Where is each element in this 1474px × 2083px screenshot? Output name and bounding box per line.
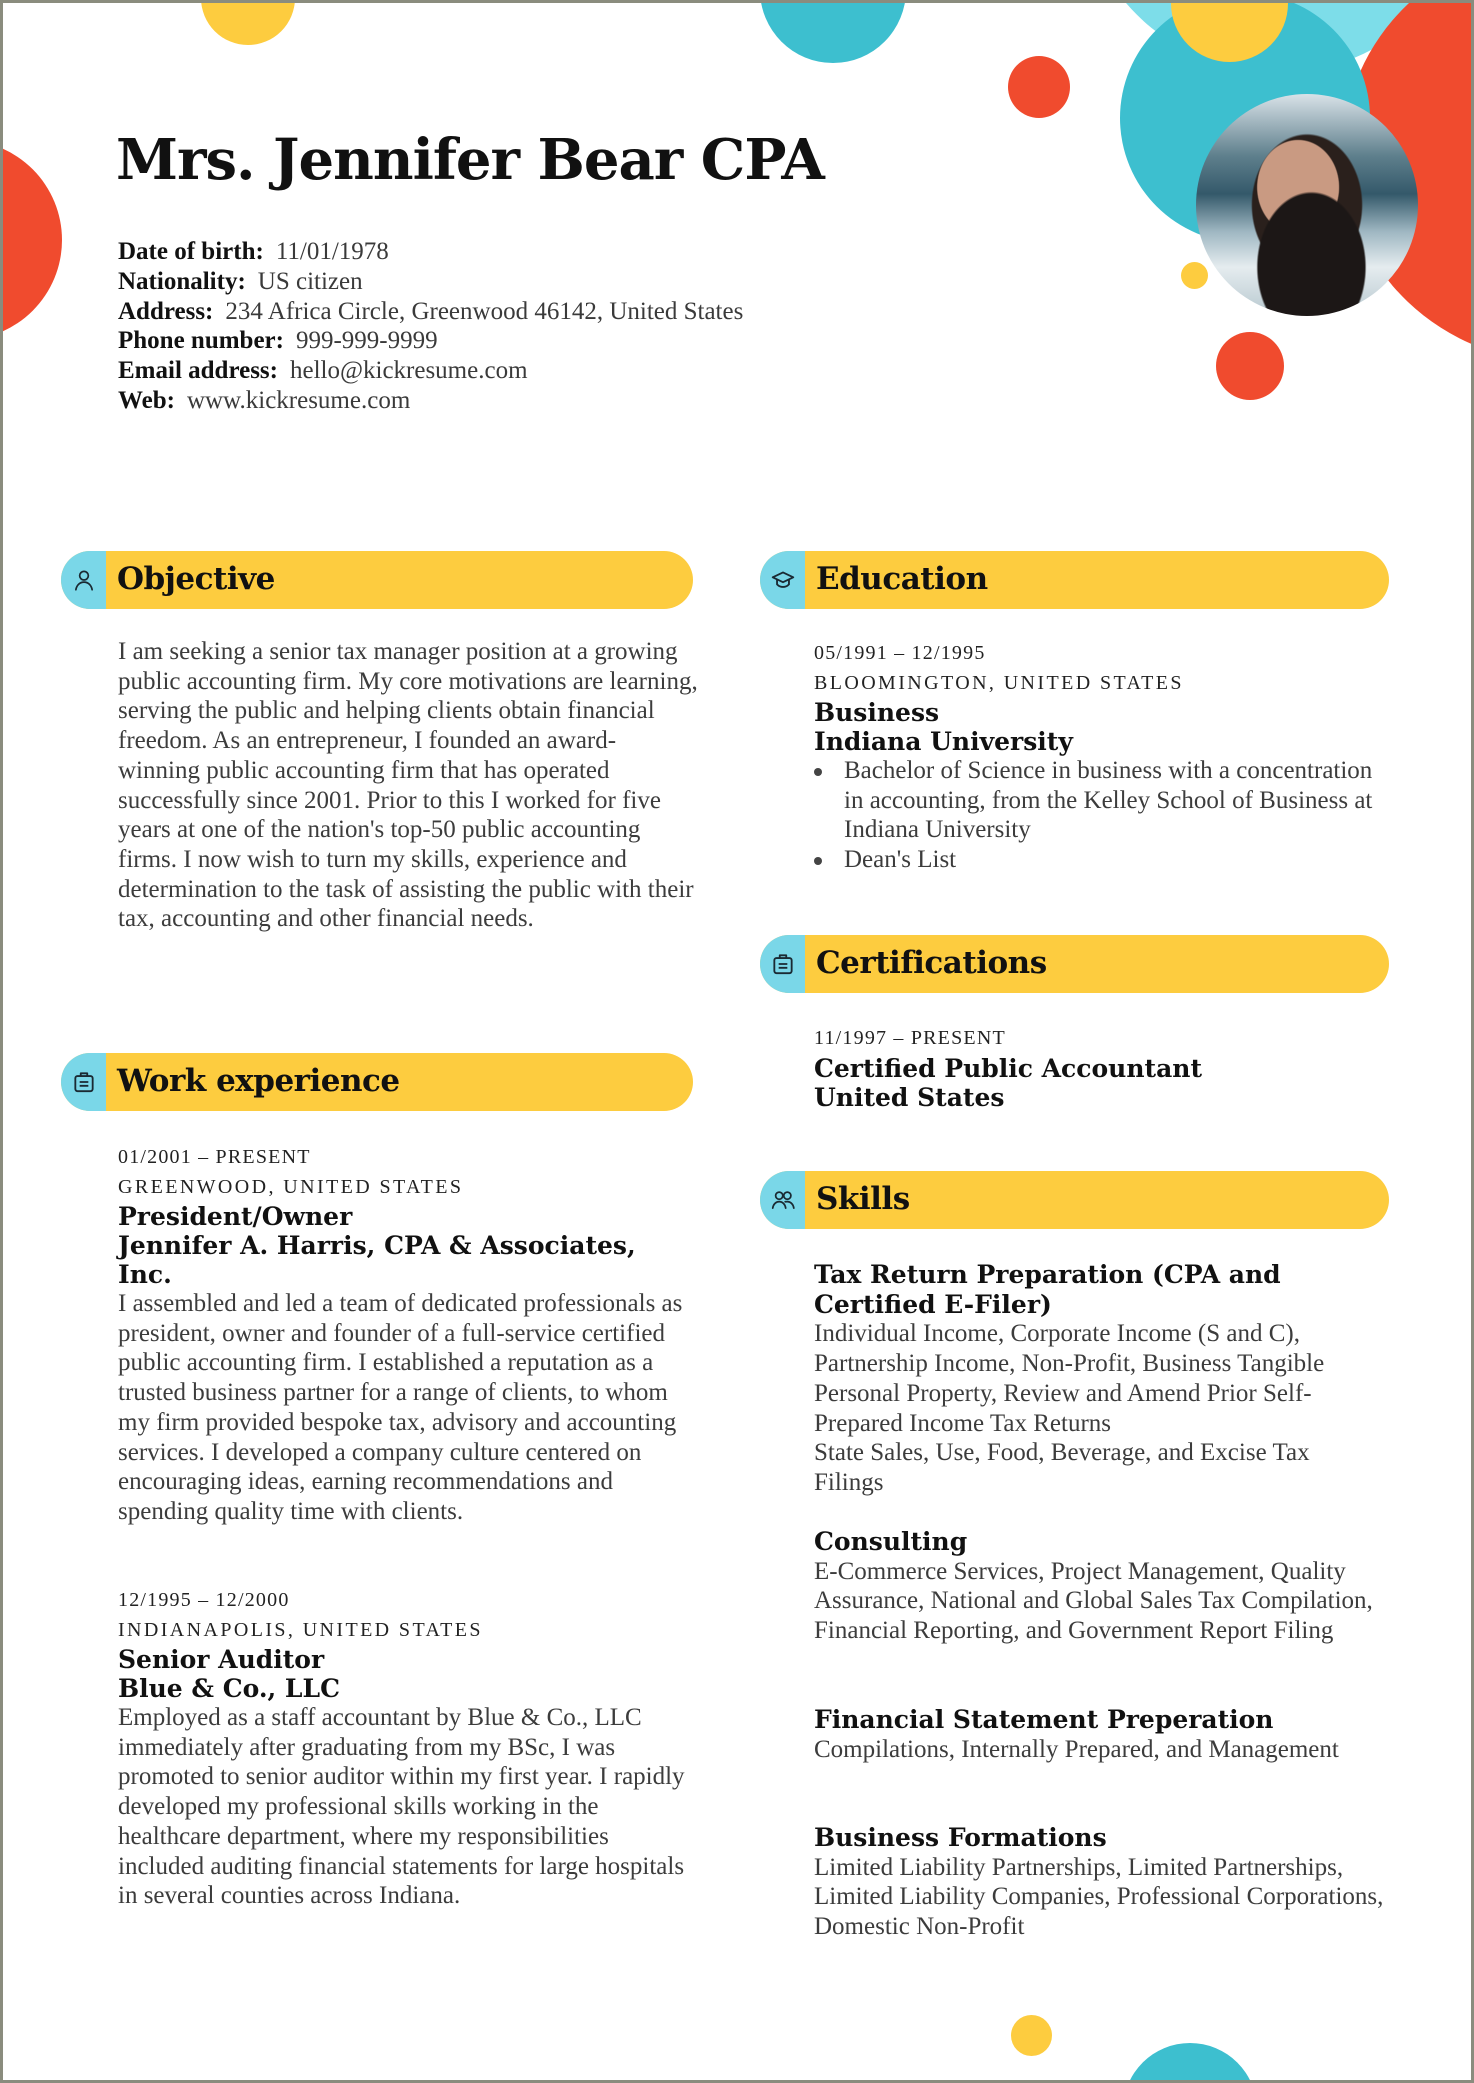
briefcase-icon	[770, 951, 796, 977]
graduation-cap-icon	[770, 567, 796, 593]
skill-title: Tax Return Preparation (CPA and Certified E-Filer)	[814, 1260, 1281, 1319]
work-dates: 01/2001 – PRESENT	[118, 1146, 311, 1168]
section-title: Skills	[816, 1181, 910, 1217]
work-org: Blue & Co., LLC	[118, 1674, 340, 1703]
certification-dates: 11/1997 – PRESENT	[814, 1027, 1006, 1049]
certification-item	[814, 1024, 1384, 1112]
decor-circle-red-below-photo	[1216, 332, 1284, 400]
skill-description: Compilations, Internally Prepared, and Management	[814, 1735, 1339, 1763]
skill-description: Individual Income, Corporate Income (S and C), Partnership Income, Non-Profit, Business Tangible Personal Property, Review and Amend Prior Self-Prepared Income Tax Returns	[814, 1320, 1325, 1437]
work-item	[118, 1586, 698, 1911]
section-header-objective	[61, 551, 693, 609]
contact-label: Email address:	[118, 357, 278, 385]
contact-row-nationality	[118, 267, 743, 297]
email-link[interactable]: hello@kickresume.com	[289, 357, 528, 385]
section-icon-cap	[760, 935, 805, 993]
contact-label: Address:	[118, 297, 214, 325]
skill-title: Business Formations	[814, 1823, 1107, 1852]
certification-issuer: United States	[814, 1082, 1005, 1112]
skill-description: Limited Liability Partnerships, Limited Partnerships, Limited Liability Companies, Professional Corporations, Domestic Non-Profit	[814, 1853, 1384, 1941]
skill-item	[814, 1260, 1384, 1498]
work-description: Employed as a staff accountant by Blue & Co., LLC immediately after graduating from my BSc, I was promoted to senior auditor within my first year. I rapidly developed my professional skills working in the healthcare department, where my responsibilities included auditing financial statements for large hospitals in several counties across Indiana.	[118, 1704, 685, 1910]
section-header-work-experience	[61, 1053, 693, 1111]
profile-photo	[1196, 94, 1418, 316]
decor-circle-red-small-top	[1008, 56, 1070, 118]
skill-title: Financial Statement Preperation	[814, 1705, 1274, 1734]
decor-circle-teal-bottom	[1123, 2043, 1257, 2083]
education-location: BLOOMINGTON, UNITED STATES	[814, 671, 1184, 694]
contact-details	[118, 237, 743, 416]
section-icon-cap	[61, 1053, 106, 1111]
people-icon	[770, 1187, 796, 1213]
work-org: Jennifer A. Harris, CPA & Associates, Inc.	[118, 1231, 636, 1289]
decor-circle-teal-top	[760, 0, 906, 63]
work-description: I assembled and led a team of dedicated professionals as president, owner and founder of a full-service certified public accounting firm. I established a reputation as a trusted business partner for a range of clients, to whom my firm provided bespoke tax, advisory and accounting services. I developed a company culture centered on encouraging ideas, earning recommendations and spending quality time with clients.	[118, 1290, 683, 1525]
skill-item	[814, 1705, 1384, 1764]
section-icon-cap	[760, 1171, 805, 1229]
contact-row-email	[118, 356, 743, 386]
contact-label: Web:	[118, 386, 175, 414]
contact-row-phone	[118, 326, 743, 356]
education-bullet: Dean's List	[814, 845, 1384, 875]
contact-label: Nationality:	[118, 267, 246, 295]
work-location: GREENWOOD, UNITED STATES	[118, 1175, 464, 1198]
contact-row-dob	[118, 237, 743, 267]
section-title: Objective	[117, 561, 275, 597]
education-bullet: Bachelor of Science in business with a concentration in accounting, from the Kelley School of Business at Indiana University	[814, 756, 1384, 845]
education-item	[814, 639, 1384, 875]
contact-label: Phone number:	[118, 327, 284, 355]
decor-circle-red-left	[0, 140, 62, 340]
work-location: INDIANAPOLIS, UNITED STATES	[118, 1618, 483, 1641]
person-icon	[71, 567, 97, 593]
skill-description: E-Commerce Services, Project Management, Quality Assurance, National and Global Sales Tax Compilation, Financial Reporting, and Government Report Filing	[814, 1557, 1373, 1645]
work-role: President/Owner	[118, 1202, 353, 1231]
certification-name: Certified Public Accountant	[814, 1053, 1203, 1083]
website-link[interactable]: www.kickresume.com	[186, 386, 411, 414]
work-role: Senior Auditor	[118, 1645, 325, 1674]
skill-item	[814, 1527, 1384, 1646]
contact-row-web	[118, 386, 743, 416]
contact-value: 234 Africa Circle, Greenwood 46142, United States	[225, 297, 744, 325]
section-header-certifications	[760, 935, 1389, 993]
work-dates: 12/1995 – 12/2000	[118, 1589, 290, 1611]
contact-value[interactable]: 999-999-9999	[295, 327, 438, 355]
contact-label: Date of birth:	[118, 238, 264, 265]
section-header-education	[760, 551, 1389, 609]
section-icon-cap	[61, 551, 106, 609]
section-header-skills	[760, 1171, 1389, 1229]
education-bullets	[814, 756, 1384, 875]
objective-text: I am seeking a senior tax manager position at a growing public accounting firm. My core motivations are learning, serving the public and helping clients obtain financial freedom. As an entrepreneur, I founded an award-winning public accounting firm that has operated successfully since 2001. Prior to this I worked for five years at one of the nation's top-50 public accounting firms. I now wish to turn my skills, experience and determination to the task of assisting the public with their tax, accounting and other financial needs.	[118, 638, 698, 933]
section-icon-cap	[760, 551, 805, 609]
contact-value: US citizen	[257, 267, 363, 295]
education-field: Business	[814, 698, 940, 727]
contact-row-address	[118, 297, 743, 327]
skill-item	[814, 1823, 1384, 1942]
skill-description-extra: State Sales, Use, Food, Beverage, and Excise Tax Filings	[814, 1439, 1310, 1496]
education-dates: 05/1991 – 12/1995	[814, 642, 986, 664]
decor-dot-yellow-small	[1181, 262, 1208, 289]
decor-dot-yellow-bottom	[1011, 2015, 1052, 2056]
skill-title: Consulting	[814, 1527, 968, 1556]
briefcase-icon	[71, 1069, 97, 1095]
education-school: Indiana University	[814, 727, 1073, 756]
objective-body	[118, 637, 698, 934]
section-title: Education	[816, 561, 988, 597]
contact-value: 11/01/1978	[275, 238, 389, 265]
section-title: Certifications	[816, 945, 1047, 981]
work-item	[118, 1143, 698, 1527]
decor-circle-yellow-top-left	[201, 0, 295, 45]
section-title: Work experience	[117, 1063, 400, 1099]
candidate-name: Mrs. Jennifer Bear CPA	[116, 127, 824, 193]
